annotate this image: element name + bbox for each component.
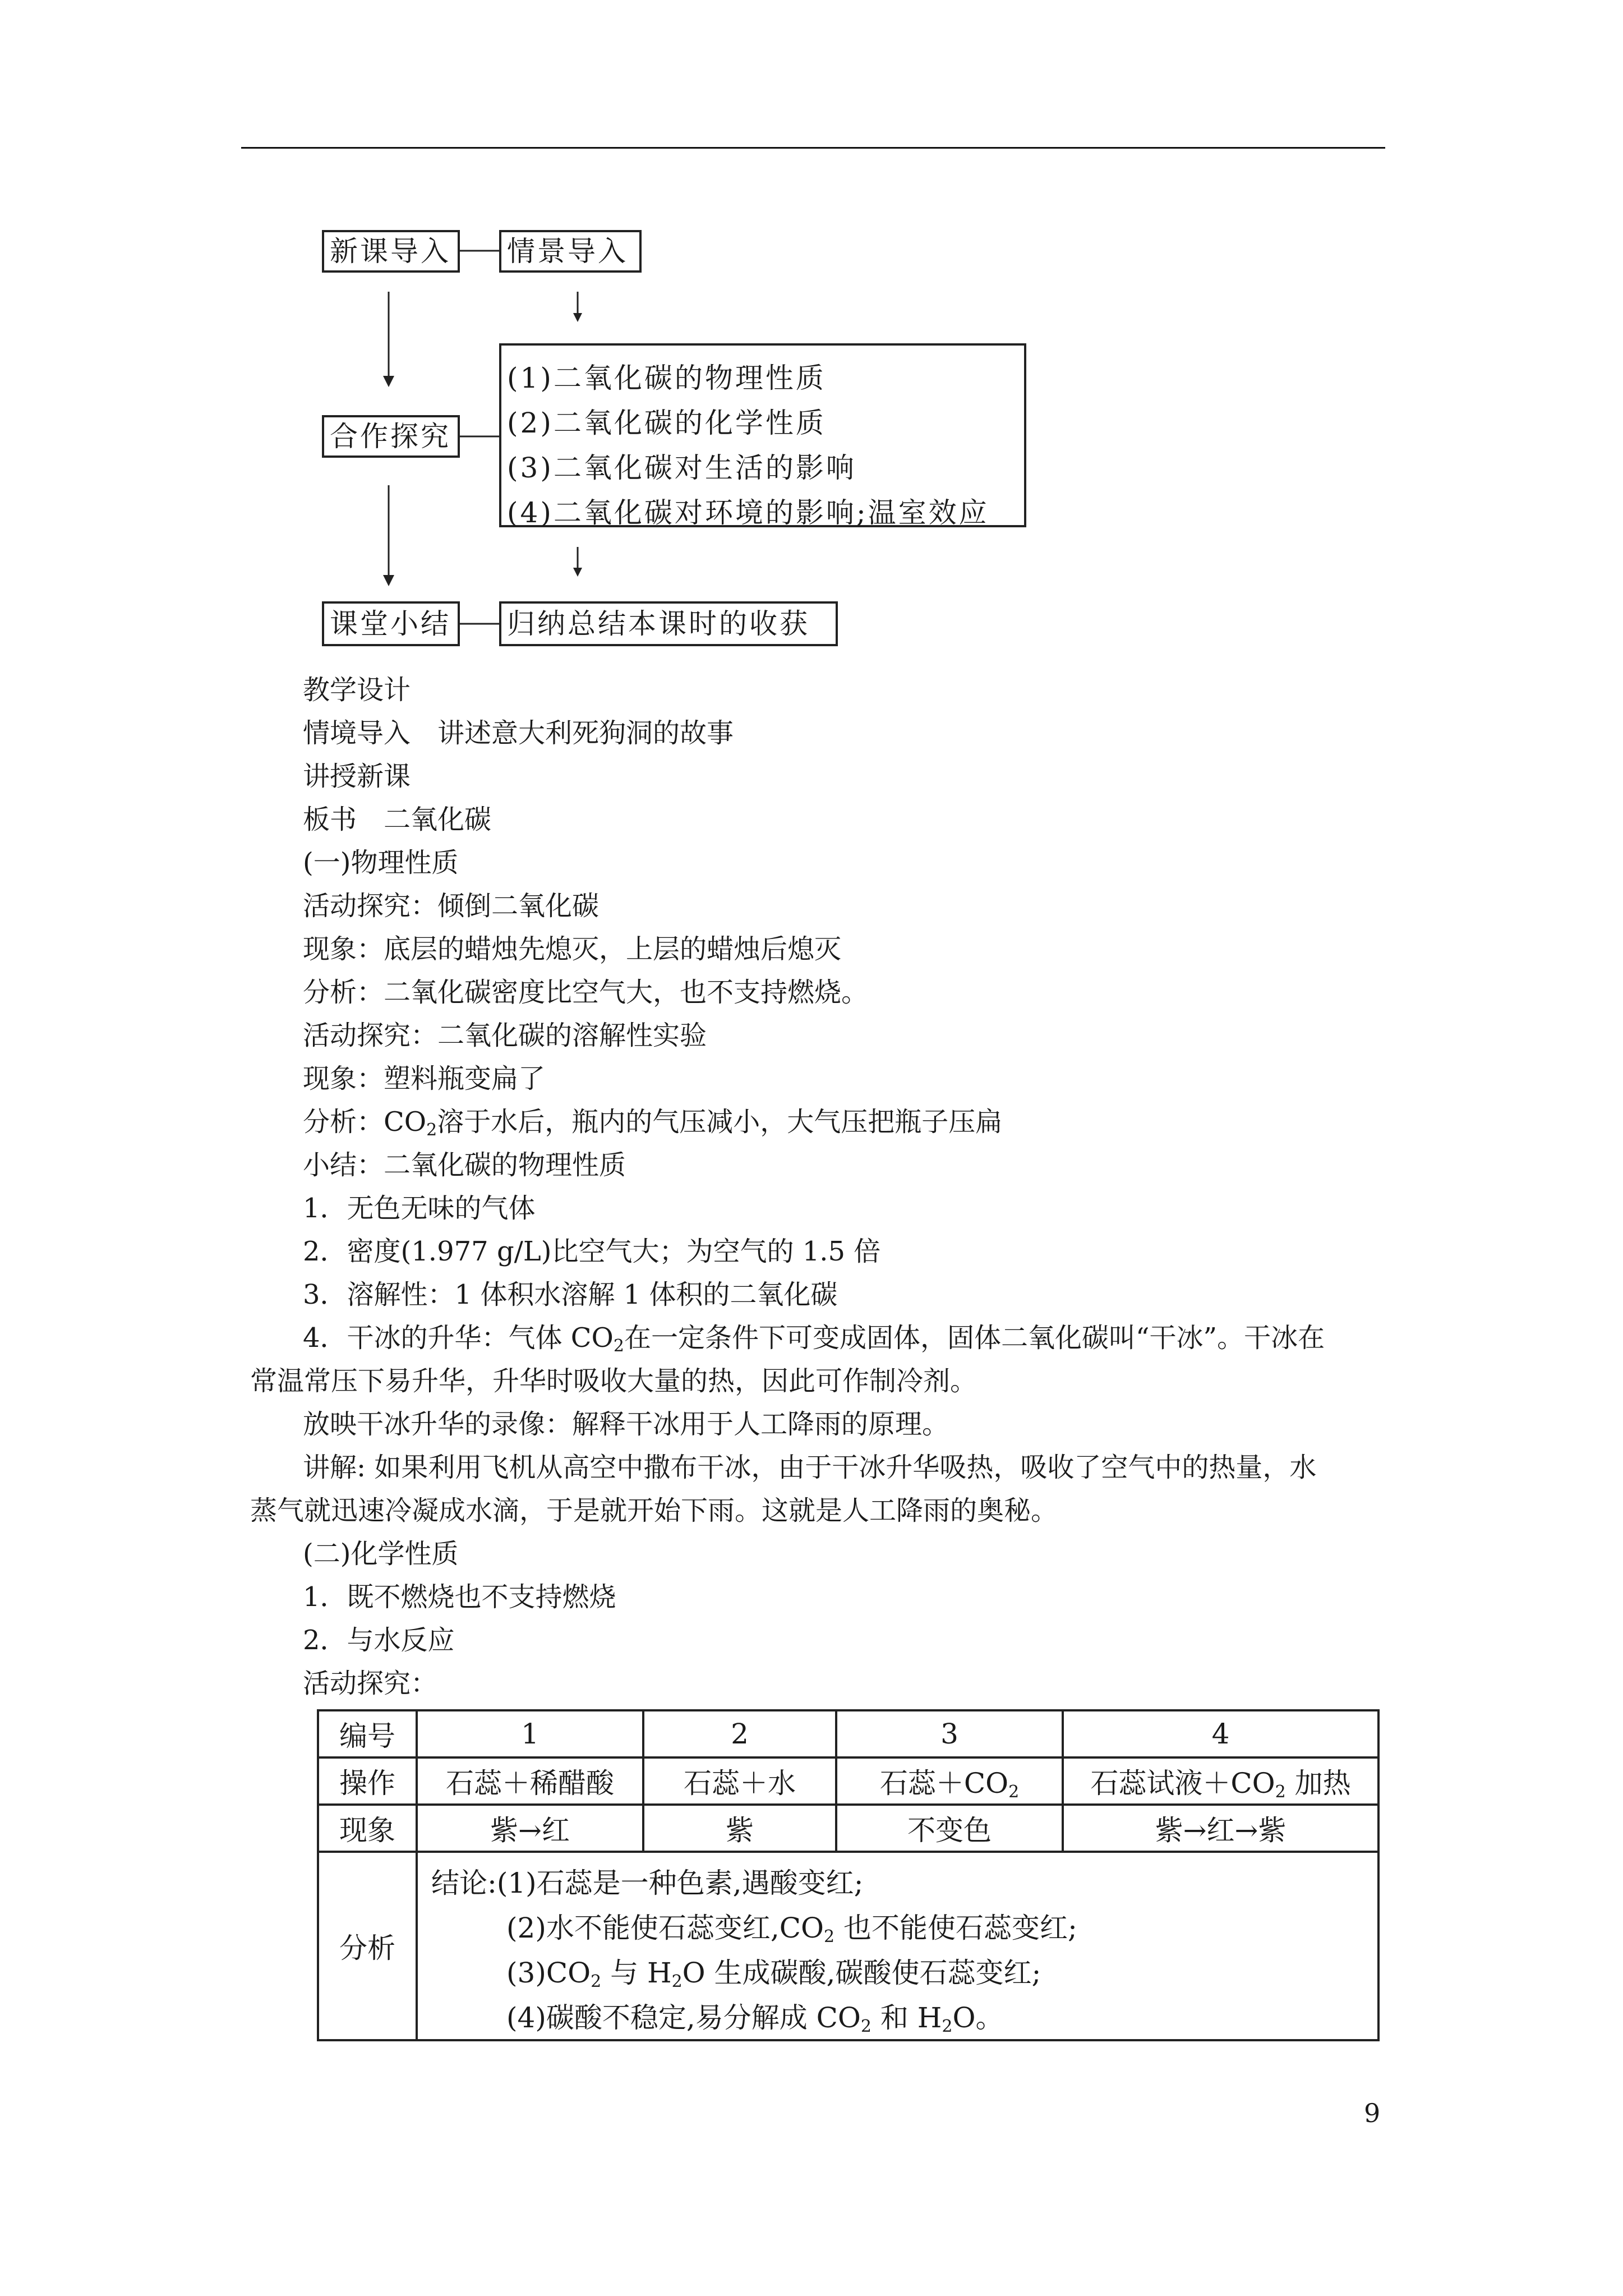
table-row (318, 1852, 1378, 2040)
text-line: 小结：二氧化碳的物理性质 (303, 1149, 626, 1181)
text-line: 放映干冰升华的录像：解释干冰用于人工降雨的原理。 (303, 1409, 949, 1440)
text-line: 1．无色无味的气体 (303, 1193, 536, 1224)
text-line: 活动探究：倾倒二氧化碳 (303, 890, 600, 922)
topic-2: (2)二氧化碳的化学性质 (507, 407, 826, 439)
table-cell: 石蕊试液$+CO_2$ 加热 (1063, 1757, 1378, 1805)
text-line: (一)物理性质 (303, 847, 459, 878)
table-cell: 紫→红 (417, 1805, 643, 1852)
table-cell: 分析 (318, 1852, 417, 2040)
text-line: 2．密度(1.977 g/L)比空气大；为空气的 1.5 倍 (303, 1236, 881, 1267)
table-row (318, 1805, 1378, 1852)
table-cell: 石蕊＋水 (643, 1757, 836, 1805)
analysis-line: 结论:(1)石蕊是一种色素,遇酸变红; (431, 1867, 864, 1899)
analysis-cell (417, 1852, 1378, 2040)
text-line: 常温常压下易升华，升华时吸收大量的热，因此可作制冷剂。 (250, 1365, 978, 1397)
text-line: 讲授新课 (303, 761, 411, 792)
text-line: 活动探究：二氧化碳的溶解性实验 (303, 1020, 707, 1051)
text-line: 2．与水反应 (303, 1625, 455, 1656)
table-cell: 不变色 (836, 1805, 1063, 1852)
text-line: 讲解: 如果利用飞机从高空中撒布干冰，由于干冰升华吸热，吸收了空气中的热量，水 (303, 1452, 1317, 1483)
box-new-lesson: 新课导入 (322, 230, 460, 273)
box-inquiry-topics (499, 343, 1026, 527)
box-summary-gains: 归纳总结本课时的收获 (499, 601, 838, 646)
table-cell: 紫 (643, 1805, 836, 1852)
table-cell: 石蕊$+CO_2$ (836, 1757, 1063, 1805)
box-class-summary: 课堂小结 (322, 601, 460, 646)
text-line: 分析：二氧化碳密度比空气大，也不支持燃烧。 (303, 977, 869, 1008)
text-line: (二)化学性质 (303, 1538, 459, 1570)
box-cooperative-inquiry: 合作探究 (322, 415, 460, 458)
table-cell: 紫→红→紫 (1063, 1805, 1378, 1852)
text-line: 板书 二氧化碳 (303, 804, 492, 835)
table-cell: 4 (1063, 1710, 1378, 1757)
box-scenario-intro: 情景导入 (499, 230, 642, 273)
table-cell: 2 (643, 1710, 836, 1757)
table-cell: 3 (836, 1710, 1063, 1757)
experiment-table (317, 1709, 1380, 2041)
topic-1: (1)二氧化碳的物理性质 (507, 362, 826, 394)
topic-3: (3)二氧化碳对生活的影响 (507, 452, 856, 484)
text-line: 教学设计 (303, 674, 411, 706)
diagram-connectors (0, 0, 1623, 673)
analysis-line: (4)碳酸不稳定,易分解成 $CO_2$ 和 $H_2O$。 (506, 2001, 1004, 2036)
table-cell: 编号 (318, 1710, 417, 1757)
table-row (318, 1710, 1378, 1757)
lesson-flow-diagram (0, 0, 1623, 673)
table-cell: 现象 (318, 1805, 417, 1852)
table-cell: 1 (417, 1710, 643, 1757)
text-line: 现象：底层的蜡烛先熄灭，上层的蜡烛后熄灭 (303, 933, 842, 965)
topic-4: (4)二氧化碳对环境的影响;温室效应 (507, 496, 989, 529)
analysis-line: $(3)CO_2$ 与 $H_2O$ 生成碳酸,碳酸使石蕊变红; (506, 1957, 1041, 1991)
text-line: 蒸气就迅速冷凝成水滴，于是就开始下雨。这就是人工降雨的奥秘。 (250, 1495, 1058, 1526)
text-line: 1．既不燃烧也不支持燃烧 (303, 1581, 616, 1613)
analysis-line: (2)水不能使石蕊变红$,CO_2$ 也不能使石蕊变红; (506, 1912, 1077, 1947)
text-line: 分析：$CO_2$溶于水后，瓶内的气压减小，大气压把瓶子压扁 (303, 1106, 1003, 1140)
table-cell: 操作 (318, 1757, 417, 1805)
page-number: 9 (1364, 2098, 1381, 2128)
text-line: 4．干冰的升华：气体 $CO_2$在一定条件下可变成固体，固体二氧化碳叫“干冰”。干冰在 (303, 1322, 1325, 1356)
text-line: 现象：塑料瓶变扁了 (303, 1063, 546, 1094)
table-cell: 石蕊＋稀醋酸 (417, 1757, 643, 1805)
table-row (318, 1757, 1378, 1805)
text-line: 情境导入 讲述意大利死狗洞的故事 (303, 717, 734, 749)
text-line: 活动探究： (303, 1668, 438, 1699)
text-line: 3．溶解性：1 体积水溶解 1 体积的二氧化碳 (303, 1279, 838, 1310)
